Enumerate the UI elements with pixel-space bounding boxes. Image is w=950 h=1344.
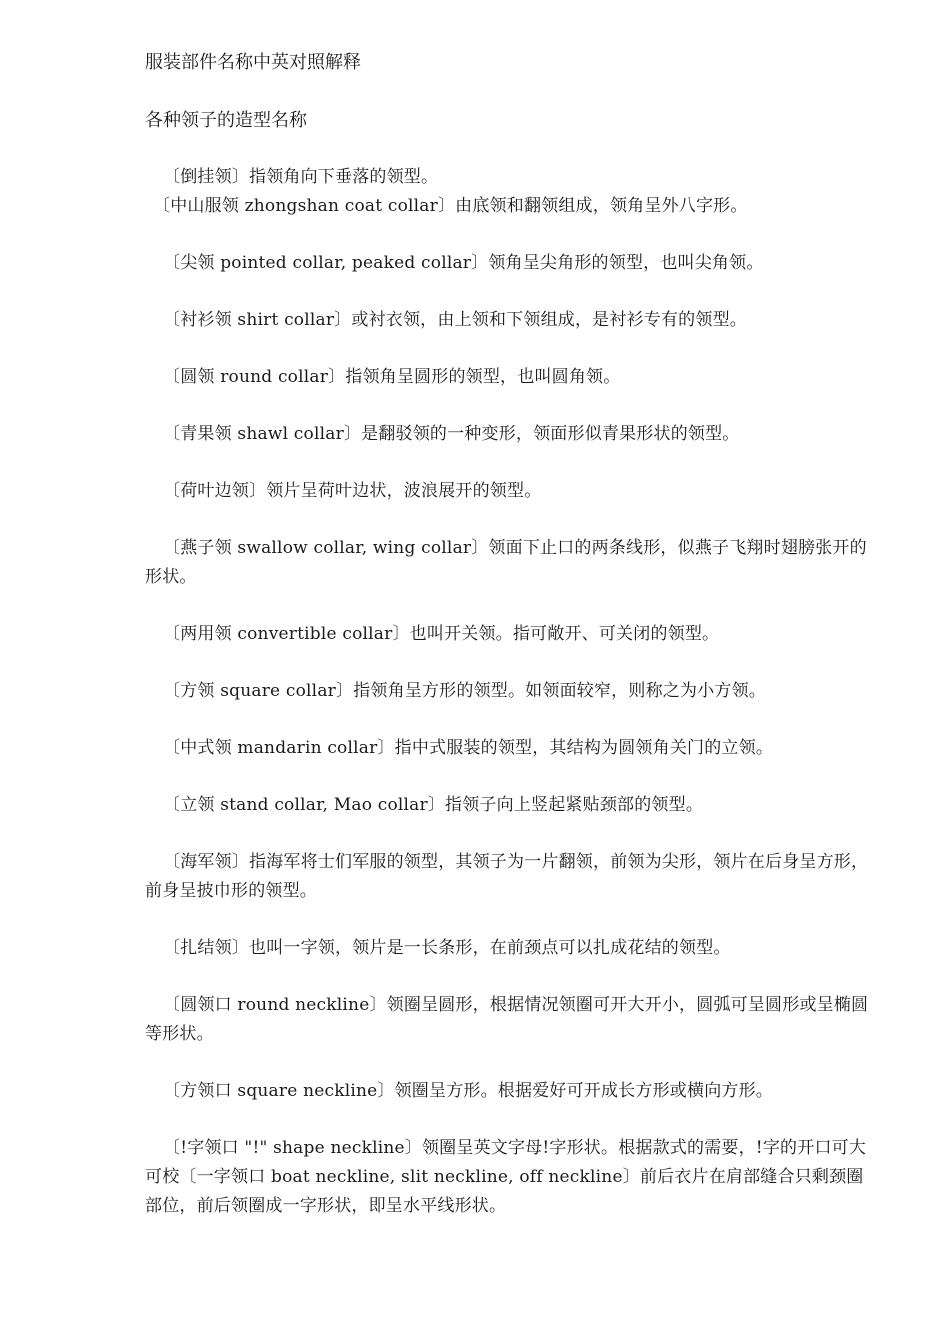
entry-paragraph: 〔倒挂领〕指领角向下垂落的领型。 (163, 167, 439, 187)
entry-paragraph: 〔中山服领 zhongshan coat collar〕由底领和翻领组成，领角呈外八字形。 (153, 196, 748, 216)
entry-paragraph: 〔衬衫领 shirt collar〕或衬衣领，由上领和下领组成，是衬衫专有的领型。 (163, 310, 747, 330)
entry-paragraph: 〔方领 square collar〕指领角呈方形的领型。如领面较窄，则称之为小方领。 (163, 681, 766, 701)
entry-paragraph: 〔燕子领 swallow collar, wing collar〕领面下止口的两条线形，似燕子飞翔时翅膀张开的形状。 (145, 538, 867, 587)
entry-paragraph: 〔海军领〕指海军将士们军服的领型，其领子为一片翻领，前领为尖形，领片在后身呈方形，前身呈披巾形的领型。 (145, 852, 869, 901)
entry-paragraph: 〔两用领 convertible collar〕也叫开关领。指可敞开、可关闭的领型。 (163, 624, 720, 644)
entry-paragraph: 〔荷叶边领〕领片呈荷叶边状，波浪展开的领型。 (163, 481, 542, 501)
document-page (145, 48, 875, 1249)
entry-paragraph: 〔尖领 pointed collar, peaked collar〕领角呈尖角形的领型，也叫尖角领。 (163, 253, 764, 273)
document-title: 服装部件名称中英对照解释 (145, 52, 361, 73)
entry-paragraph: 〔圆领 round collar〕指领角呈圆形的领型，也叫圆角领。 (163, 367, 621, 387)
entry-paragraph: 〔!字领口 "!" shape neckline〕领圈呈英文字母!字形状。根据款式的需要，!字的开口可大可校〔一字领口 boat neckline, slit neckline, off neckline〕前后衣片在肩部缝合只剩颈圈部位，前后领圈成一字形状，即呈水平线形状。 (145, 1138, 867, 1216)
collar-entry-list (145, 163, 875, 1221)
entry-paragraph: 〔中式领 mandarin collar〕指中式服装的领型，其结构为圆领角关门的立领。 (163, 738, 774, 758)
entry-paragraph: 〔圆领口 round neckline〕领圈呈圆形，根据情况领圈可开大开小，圆弧可呈圆形或呈椭圆等形状。 (145, 995, 869, 1044)
entry-paragraph: 〔扎结领〕也叫一字领，领片是一长条形，在前颈点可以扎成花结的领型。 (163, 938, 731, 958)
entry-paragraph: 〔立领 stand collar, Mao collar〕指领子向上竖起紧贴颈部的领型。 (163, 795, 704, 815)
entry-paragraph: 〔青果领 shawl collar〕是翻驳领的一种变形，领面形似青果形状的领型。 (163, 424, 740, 444)
entry-paragraph: 〔方领口 square neckline〕领圈呈方形。根据爱好可开成长方形或横向方形。 (163, 1081, 773, 1101)
section-heading: 各种领子的造型名称 (145, 110, 307, 131)
